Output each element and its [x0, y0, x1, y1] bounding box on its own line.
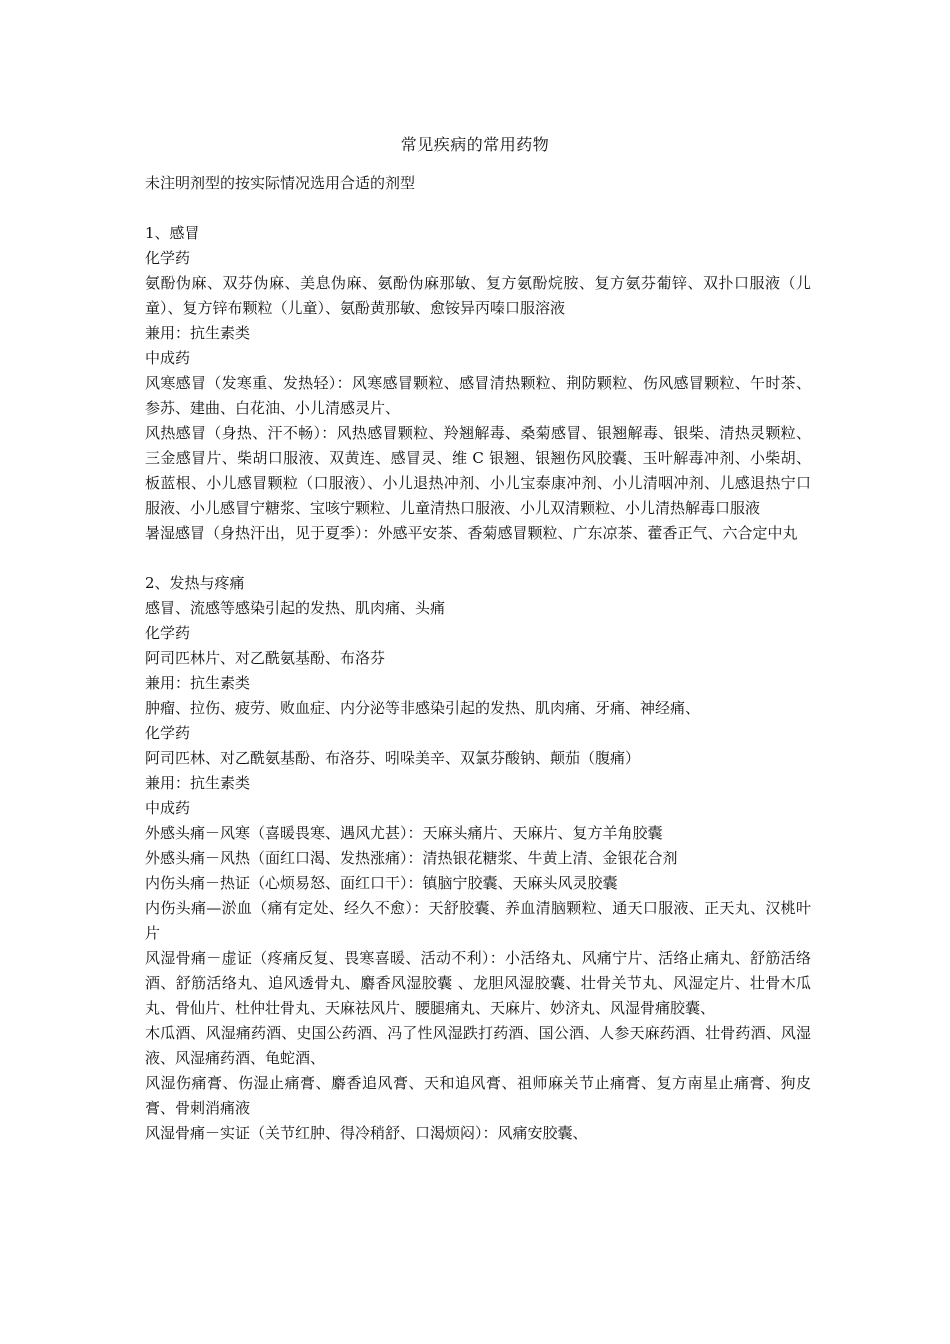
adjunct-note: 兼用：抗生素类	[145, 674, 251, 692]
adjunct-note: 兼用：抗生素类	[145, 774, 251, 792]
blank-line	[145, 546, 811, 571]
internal-headache-blood-stasis: 内伤头痛—淤血（痛有定处、经久不愈）：天舒胶囊、养血清脑颗粒、通天口服液、正天丸、汉桃叶片	[145, 899, 811, 942]
rheumatic-pain-deficiency: 风湿骨痛－虚证（疼痛反复、畏寒喜暖、活动不利）：小活络丸、风痛宁片、活络止痛丸、舒筋活络酒、舒筋活络丸、追风透骨丸、麝香风湿胶囊 、龙胆风湿胶囊、壮骨关节丸、风湿定片、壮骨木瓜丸、骨仙片、杜仲壮骨丸、天麻祛风片、腰腿痛丸、天麻片、妙济丸、风湿骨痛胶囊、	[145, 949, 811, 1017]
external-headache-wind-heat: 外感头痛－风热（面红口渴、发热涨痛）：清热银花糖浆、牛黄上清、金银花合剂	[145, 849, 678, 867]
infection-fever-paragraph: 感冒、流感等感染引起的发热、肌肉痛、头痛	[145, 599, 446, 617]
subheading-chemical-drugs: 化学药	[145, 724, 191, 742]
wind-cold-paragraph: 风寒感冒（发寒重、发热轻）：风寒感冒颗粒、感冒清热颗粒、荆防颗粒、伤风感冒颗粒、午时茶、参苏、建曲、白花油、小儿清感灵片、	[145, 374, 811, 417]
document-body	[145, 171, 811, 1146]
subheading-chinese-patent-medicine: 中成药	[145, 799, 191, 817]
rheumatic-pain-excess: 风湿骨痛－实证（关节红肿、得冷稍舒、口渴烦闷）：风痛安胶囊、	[145, 1124, 588, 1142]
summer-damp-paragraph: 暑湿感冒（身热汗出，见于夏季）：外感平安茶、香菊感冒颗粒、广东凉茶、藿香正气、六合定中丸	[145, 524, 798, 542]
non-infection-fever-paragraph: 肿瘤、拉伤、疲劳、败血症、内分泌等非感染引起的发热、肌肉痛、牙痛、神经痛、	[145, 699, 701, 717]
section-heading-cold: 1、感冒	[145, 224, 200, 242]
drug-list-paragraph: 阿司匹林、对乙酰氨基酚、布洛芬、吲哚美辛、双氯芬酸钠、颠茄（腹痛）	[145, 749, 641, 767]
drug-list-paragraph: 氨酚伪麻、双芬伪麻、美息伪麻、氨酚伪麻那敏、复方氨酚烷胺、复方氨芬葡锌、双扑口服液（儿童）、复方锌布颗粒（儿童）、氨酚黄那敏、愈铵异丙嗪口服溶液	[145, 274, 811, 317]
section-heading-fever-pain: 2、发热与疼痛	[145, 574, 245, 592]
medicinal-wine-list: 木瓜酒、风湿痛药酒、史国公药酒、冯了性风湿跌打药酒、国公酒、人参天麻药酒、壮骨药酒、风湿液、风湿痛药酒、龟蛇酒、	[145, 1024, 811, 1067]
wind-heat-paragraph: 风热感冒（身热、汗不畅）：风热感冒颗粒、羚翘解毒、桑菊感冒、银翘解毒、银柴、清热灵颗粒、三金感冒片、柴胡口服液、双黄连、感冒灵、维 C 银翘、银翘伤风胶囊、玉叶解毒冲剂、小柴胡、板蓝根、小儿感冒颗粒（口服液）、小儿退热冲剂、小儿宝泰康冲剂、小儿清咽冲剂、儿感退热宁口服液、小儿感冒宁糖浆、宝咳宁颗粒、儿童清热口服液、小儿双清颗粒、小儿清热解毒口服液	[145, 424, 811, 517]
page-title: 常见疾病的常用药物	[400, 135, 550, 154]
subheading-chemical-drugs: 化学药	[145, 624, 191, 642]
plaster-list: 风湿伤痛膏、伤湿止痛膏、麝香追风膏、天和追风膏、祖师麻关节止痛膏、复方南星止痛膏、狗皮膏、骨刺消痛液	[145, 1074, 811, 1117]
subheading-chinese-patent-medicine: 中成药	[145, 349, 191, 367]
blank-line	[145, 196, 811, 221]
subheading-chemical-drugs: 化学药	[145, 249, 191, 267]
drug-list-paragraph: 阿司匹林片、对乙酰氨基酚、布洛芬	[145, 649, 386, 667]
dosage-note: 未注明剂型的按实际情况选用合适的剂型	[145, 174, 416, 192]
external-headache-wind-cold: 外感头痛－风寒（喜暖畏寒、遇风尤甚）：天麻头痛片、天麻片、复方羊角胶囊	[145, 824, 663, 842]
adjunct-note: 兼用：抗生素类	[145, 324, 251, 342]
internal-headache-heat: 内伤头痛－热证（心烦易怒、面红口干）：镇脑宁胶囊、天麻头风灵胶囊	[145, 874, 618, 892]
